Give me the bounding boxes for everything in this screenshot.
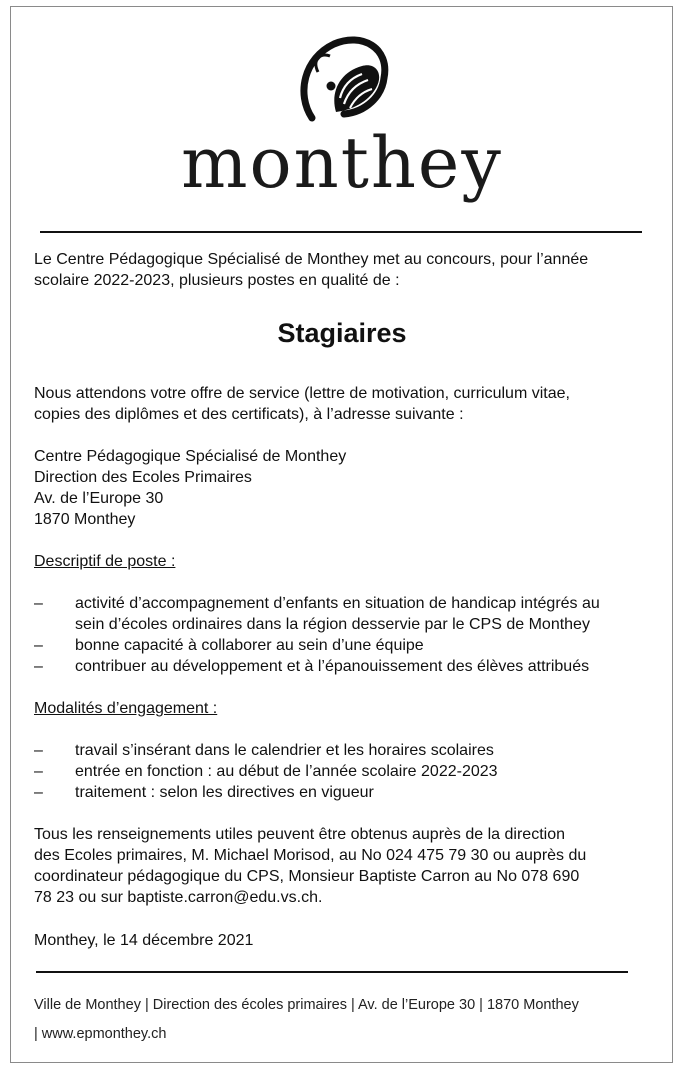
modalites-item-1: travail s’insérant dans le calendrier et les horaires scolaires	[75, 742, 494, 759]
modalites-bullet-3: –	[34, 784, 43, 801]
header-divider	[40, 231, 642, 233]
intro-line-1: Le Centre Pédagogique Spécialisé de Monthey met au concours, pour l’année	[34, 251, 589, 268]
address-line-3: Av. de l’Europe 30	[34, 490, 164, 507]
footer-address: Ville de Monthey | Direction des écoles primaires | Av. de l’Europe 30 | 1870 Monthey	[34, 997, 579, 1013]
descriptif-bullet-2: –	[34, 637, 43, 654]
offer-line-2: copies des diplômes et des certificats), à l’adresse suivante :	[34, 406, 464, 423]
logo-wordmark: monthey	[181, 122, 503, 204]
date-line: Monthey, le 14 décembre 2021	[34, 932, 254, 949]
descriptif-item-3: contribuer au développement et à l’épanouissement des élèves attribués	[75, 658, 590, 675]
intro-line-2: scolaire 2022-2023, plusieurs postes en qualité de :	[34, 272, 400, 289]
address-line-1: Centre Pédagogique Spécialisé de Monthey	[34, 448, 347, 465]
address-line-2: Direction des Ecoles Primaires	[34, 469, 252, 486]
contact-line-4: 78 23 ou sur baptiste.carron@edu.vs.ch.	[34, 889, 323, 906]
contact-line-2: des Ecoles primaires, M. Michael Morisod, au No 024 475 79 30 ou auprès du	[34, 847, 587, 864]
descriptif-bullet-1: –	[34, 595, 43, 612]
modalites-heading: Modalités d’engagement :	[34, 700, 218, 717]
modalites-item-3: traitement : selon les directives en vigueur	[75, 784, 374, 801]
address-line-4: 1870 Monthey	[34, 511, 136, 528]
descriptif-bullet-3: –	[34, 658, 43, 675]
descriptif-heading: Descriptif de poste :	[34, 553, 176, 570]
modalites-bullet-1: –	[34, 742, 43, 759]
footer-website-link[interactable]: | www.epmonthey.ch	[34, 1026, 167, 1042]
modalites-bullet-2: –	[34, 763, 43, 780]
offer-line-1: Nous attendons votre offre de service (lettre de motivation, curriculum vitae,	[34, 385, 570, 402]
page-title: Stagiaires	[277, 318, 407, 348]
modalites-item-2: entrée en fonction : au début de l’année scolaire 2022-2023	[75, 763, 498, 780]
descriptif-item-2: bonne capacité à collaborer au sein d’une équipe	[75, 637, 424, 654]
shell-emblem-icon	[0, 0, 684, 140]
contact-line-3: coordinateur pédagogique du CPS, Monsieur Baptiste Carron au No 078 690	[34, 868, 580, 885]
monthey-logo	[0, 0, 684, 210]
contact-line-1: Tous les renseignements utiles peuvent être obtenus auprès de la direction	[34, 826, 565, 843]
descriptif-item-1-line-1: activité d’accompagnement d’enfants en situation de handicap intégrés au	[75, 595, 600, 612]
footer-divider	[36, 971, 628, 973]
descriptif-item-1-line-2: sein d’écoles ordinaires dans la région desservie par le CPS de Monthey	[75, 616, 590, 633]
